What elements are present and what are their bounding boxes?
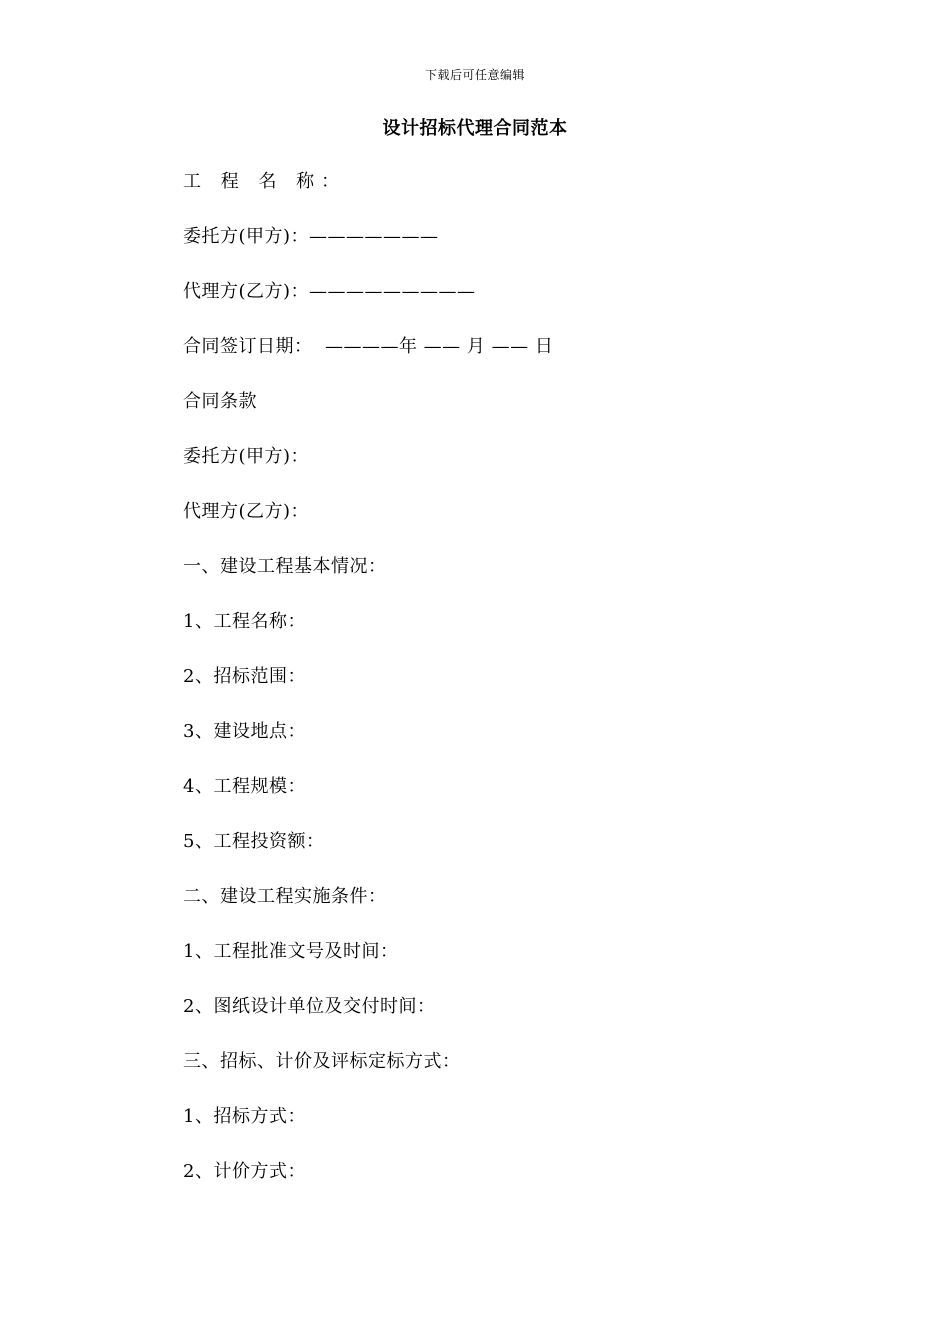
- item-investment-amount: 5、工程投资额：: [183, 831, 325, 852]
- item-construction-site: 3、建设地点：: [183, 721, 306, 742]
- item-bidding-scope: 2、招标范围：: [183, 666, 306, 687]
- contract-terms-heading: 合同条款: [183, 391, 257, 412]
- item-bidding-method: 1、招标方式：: [183, 1106, 306, 1127]
- document-title: 设计招标代理合同范本: [382, 118, 568, 139]
- agent-party-line: 代理方(乙方)：—————————: [183, 281, 476, 302]
- item-project-name: 1、工程名称：: [183, 611, 306, 632]
- item-project-scale: 4、工程规模：: [183, 776, 306, 797]
- section-heading-bidding-method: 三、招标、计价及评标定标方式：: [183, 1051, 461, 1072]
- section-heading-basic-info: 一、建设工程基本情况：: [183, 556, 387, 577]
- item-approval-number: 1、工程批准文号及时间：: [183, 941, 399, 962]
- terms-agent-party-line: 代理方(乙方)：: [183, 501, 310, 522]
- item-drawing-designer: 2、图纸设计单位及交付时间：: [183, 996, 436, 1017]
- terms-client-party-line: 委托方(甲方)：: [183, 446, 310, 467]
- document-body: [183, 168, 803, 1213]
- project-name-line: 工 程 名 称：: [183, 171, 347, 192]
- client-party-line: 委托方(甲方)：———————: [183, 226, 439, 247]
- item-pricing-method: 2、计价方式：: [183, 1161, 306, 1182]
- header-note: 下载后可任意编辑: [424, 68, 525, 82]
- section-heading-implementation: 二、建设工程实施条件：: [183, 886, 387, 907]
- signing-date-line: 合同签订日期： ————年 —— 月 —— 日: [183, 336, 554, 357]
